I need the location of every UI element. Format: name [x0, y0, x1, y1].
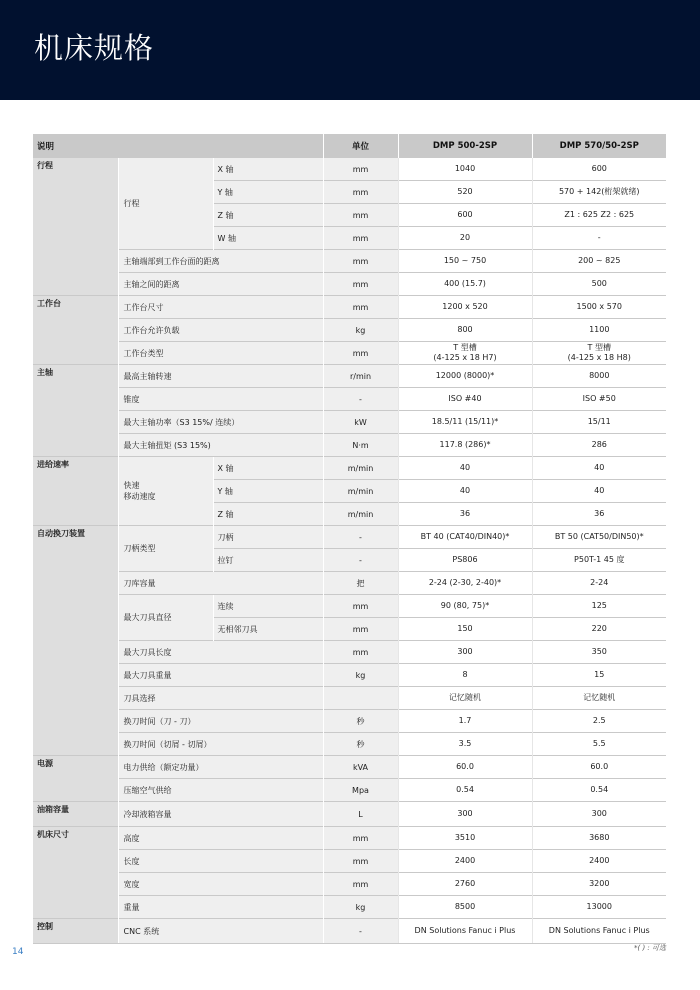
value-a: 3510	[398, 827, 532, 850]
value-b: 0.54	[532, 779, 666, 802]
value-b: 220	[532, 618, 666, 641]
value-a: 400 (15.7)	[398, 273, 532, 296]
table-row	[33, 827, 666, 850]
spec-table	[33, 134, 666, 944]
value-a: 800	[398, 319, 532, 342]
value-a: 300	[398, 802, 532, 827]
value-a: 117.8 (286)*	[398, 434, 532, 457]
group-label: 刀柄类型	[118, 526, 213, 572]
table-row	[33, 896, 666, 919]
value-a: 12000 (8000)*	[398, 365, 532, 388]
unit-cell: mm	[323, 641, 398, 664]
row-label: 重量	[118, 896, 323, 919]
row-label: 最大刀具重量	[118, 664, 323, 687]
row-label: 宽度	[118, 873, 323, 896]
value-b: 1500 x 570	[532, 296, 666, 319]
value-b-line1: T 型槽	[587, 343, 611, 352]
value-a: 0.54	[398, 779, 532, 802]
unit-cell: m/min	[323, 503, 398, 526]
value-a: BT 40 (CAT40/DIN40)*	[398, 526, 532, 549]
value-a: 600	[398, 204, 532, 227]
row-label: CNC 系统	[118, 919, 323, 944]
row-label: 换刀时间（刀 - 刀）	[118, 710, 323, 733]
value-b: 2400	[532, 850, 666, 873]
value-a: 1200 x 520	[398, 296, 532, 319]
value-a-line1: T 型槽	[453, 343, 477, 352]
row-label: 主轴端部到工作台面的距离	[118, 250, 323, 273]
optional-footnote: *( ) : 可选	[634, 944, 666, 952]
unit-cell: L	[323, 802, 398, 827]
unit-cell: Mpa	[323, 779, 398, 802]
page-title: 机床规格	[34, 31, 155, 65]
value-b: 5.5	[532, 733, 666, 756]
value-a: 150	[398, 618, 532, 641]
header-model-a: DMP 500-2SP	[398, 134, 532, 158]
table-row	[33, 342, 666, 365]
row-label: 刀具选择	[118, 687, 323, 710]
table-row	[33, 641, 666, 664]
table-row	[33, 756, 666, 779]
row-label: 高度	[118, 827, 323, 850]
value-b: 500	[532, 273, 666, 296]
row-label: 压缩空气供给	[118, 779, 323, 802]
sub-label: 刀柄	[213, 526, 323, 549]
header-model-b: DMP 570/50-2SP	[532, 134, 666, 158]
unit-cell: N·m	[323, 434, 398, 457]
value-b: 15/11	[532, 411, 666, 434]
value-b: 350	[532, 641, 666, 664]
table-row	[33, 664, 666, 687]
table-row	[33, 572, 666, 595]
category-travel: 行程	[33, 158, 118, 296]
unit-cell: mm	[323, 595, 398, 618]
unit-cell: mm	[323, 250, 398, 273]
value-b: 2-24	[532, 572, 666, 595]
unit-cell	[323, 687, 398, 710]
value-b: 40	[532, 480, 666, 503]
value-b: 3200	[532, 873, 666, 896]
value-b: 200 ~ 825	[532, 250, 666, 273]
row-label: 最大主轴功率（S3 15%/ 连续）	[118, 411, 323, 434]
table-row	[33, 158, 666, 181]
unit-cell: mm	[323, 204, 398, 227]
table-row	[33, 319, 666, 342]
unit-cell: mm	[323, 158, 398, 181]
table-row	[33, 687, 666, 710]
value-b: 3680	[532, 827, 666, 850]
value-a: 1040	[398, 158, 532, 181]
value-a: ISO #40	[398, 388, 532, 411]
row-label: 工作台允许负载	[118, 319, 323, 342]
unit-cell: 秒	[323, 710, 398, 733]
value-a: 20	[398, 227, 532, 250]
table-row	[33, 434, 666, 457]
unit-cell: mm	[323, 827, 398, 850]
sub-label: 拉钉	[213, 549, 323, 572]
category-atc: 自动换刀装置	[33, 526, 118, 756]
value-b: ISO #50	[532, 388, 666, 411]
group-label-line1: 快速	[123, 481, 140, 490]
category-feedrate: 进给速率	[33, 457, 118, 526]
header-description: 说明	[33, 134, 323, 158]
category-power: 电源	[33, 756, 118, 802]
value-a: 40	[398, 480, 532, 503]
value-a: 记忆随机	[398, 687, 532, 710]
value-a: 150 ~ 750	[398, 250, 532, 273]
value-b: 600	[532, 158, 666, 181]
sub-label: X 轴	[213, 158, 323, 181]
value-a: 520	[398, 181, 532, 204]
value-a: 3.5	[398, 733, 532, 756]
group-label: 最大刀具直径	[118, 595, 213, 641]
value-b: 300	[532, 802, 666, 827]
value-b: DN Solutions Fanuc i Plus	[532, 919, 666, 944]
value-b: -	[532, 227, 666, 250]
table-row	[33, 733, 666, 756]
group-label: 行程	[118, 158, 213, 250]
unit-cell: mm	[323, 273, 398, 296]
table-row	[33, 457, 666, 480]
value-b: 60.0	[532, 756, 666, 779]
unit-cell: kW	[323, 411, 398, 434]
table-row	[33, 526, 666, 549]
value-b: 8000	[532, 365, 666, 388]
value-a: DN Solutions Fanuc i Plus	[398, 919, 532, 944]
page-number: 14	[12, 947, 24, 957]
category-table: 工作台	[33, 296, 118, 365]
table-row	[33, 388, 666, 411]
row-label: 最大主轴扭矩 (S3 15%)	[118, 434, 323, 457]
sub-label: Z 轴	[213, 204, 323, 227]
table-row	[33, 595, 666, 618]
table-row	[33, 365, 666, 388]
sub-label: 无相邻刀具	[213, 618, 323, 641]
group-label	[118, 457, 213, 526]
unit-cell: mm	[323, 296, 398, 319]
value-b: BT 50 (CAT50/DIN50)*	[532, 526, 666, 549]
unit-cell: -	[323, 526, 398, 549]
value-a-line2: (4-125 x 18 H7)	[433, 353, 497, 362]
header-unit: 单位	[323, 134, 398, 158]
category-spindle: 主轴	[33, 365, 118, 457]
unit-cell: kVA	[323, 756, 398, 779]
unit-cell: mm	[323, 181, 398, 204]
unit-cell: m/min	[323, 457, 398, 480]
unit-cell: -	[323, 388, 398, 411]
unit-cell: mm	[323, 618, 398, 641]
row-label: 长度	[118, 850, 323, 873]
row-label: 换刀时间（切屑 - 切屑）	[118, 733, 323, 756]
value-a: 2-24 (2-30, 2-40)*	[398, 572, 532, 595]
unit-cell: -	[323, 549, 398, 572]
category-tank: 油箱容量	[33, 802, 118, 827]
unit-cell: mm	[323, 342, 398, 365]
value-b: 1100	[532, 319, 666, 342]
value-b: 125	[532, 595, 666, 618]
row-label: 刀库容量	[118, 572, 323, 595]
value-a: 18.5/11 (15/11)*	[398, 411, 532, 434]
value-b: Z1 : 625 Z2 : 625	[532, 204, 666, 227]
unit-cell: 秒	[323, 733, 398, 756]
sub-label: 连续	[213, 595, 323, 618]
value-b	[532, 342, 666, 365]
row-label: 主轴之间的距离	[118, 273, 323, 296]
value-b: 36	[532, 503, 666, 526]
table-row	[33, 710, 666, 733]
table-row	[33, 779, 666, 802]
row-label: 最高主轴转速	[118, 365, 323, 388]
value-b: 13000	[532, 896, 666, 919]
sub-label: Z 轴	[213, 503, 323, 526]
unit-cell: kg	[323, 664, 398, 687]
value-a: 40	[398, 457, 532, 480]
row-label: 冷却液箱容量	[118, 802, 323, 827]
value-a: 36	[398, 503, 532, 526]
row-label: 工作台类型	[118, 342, 323, 365]
value-a: PS806	[398, 549, 532, 572]
value-a: 60.0	[398, 756, 532, 779]
unit-cell: m/min	[323, 480, 398, 503]
value-a: 90 (80, 75)*	[398, 595, 532, 618]
value-a: 8500	[398, 896, 532, 919]
table-row	[33, 873, 666, 896]
category-control: 控制	[33, 919, 118, 944]
value-b: 2.5	[532, 710, 666, 733]
value-a: 1.7	[398, 710, 532, 733]
row-label: 最大刀具长度	[118, 641, 323, 664]
unit-cell: mm	[323, 850, 398, 873]
value-a	[398, 342, 532, 365]
table-row	[33, 919, 666, 944]
value-a: 8	[398, 664, 532, 687]
table-row	[33, 411, 666, 434]
table-header-row	[33, 134, 666, 158]
table-row	[33, 296, 666, 319]
table-row	[33, 250, 666, 273]
sub-label: W 轴	[213, 227, 323, 250]
unit-cell: kg	[323, 319, 398, 342]
row-label: 锥度	[118, 388, 323, 411]
unit-cell: kg	[323, 896, 398, 919]
value-b: 570 + 142(桁架就绪)	[532, 181, 666, 204]
table-row	[33, 802, 666, 827]
row-label: 电力供给（额定功量）	[118, 756, 323, 779]
unit-cell: r/min	[323, 365, 398, 388]
category-dimensions: 机床尺寸	[33, 827, 118, 919]
group-label-line2: 移动速度	[123, 492, 156, 501]
unit-cell: mm	[323, 227, 398, 250]
table-row	[33, 850, 666, 873]
value-a: 2400	[398, 850, 532, 873]
title-banner	[0, 0, 700, 100]
unit-cell: mm	[323, 873, 398, 896]
value-a: 2760	[398, 873, 532, 896]
unit-cell: 把	[323, 572, 398, 595]
unit-cell: -	[323, 919, 398, 944]
sub-label: Y 轴	[213, 181, 323, 204]
sub-label: Y 轴	[213, 480, 323, 503]
value-b: 40	[532, 457, 666, 480]
value-b: 286	[532, 434, 666, 457]
value-a: 300	[398, 641, 532, 664]
value-b: P50T-1 45 度	[532, 549, 666, 572]
row-label: 工作台尺寸	[118, 296, 323, 319]
value-b: 记忆随机	[532, 687, 666, 710]
value-b: 15	[532, 664, 666, 687]
sub-label: X 轴	[213, 457, 323, 480]
table-row	[33, 273, 666, 296]
value-b-line2: (4-125 x 18 H8)	[567, 353, 631, 362]
